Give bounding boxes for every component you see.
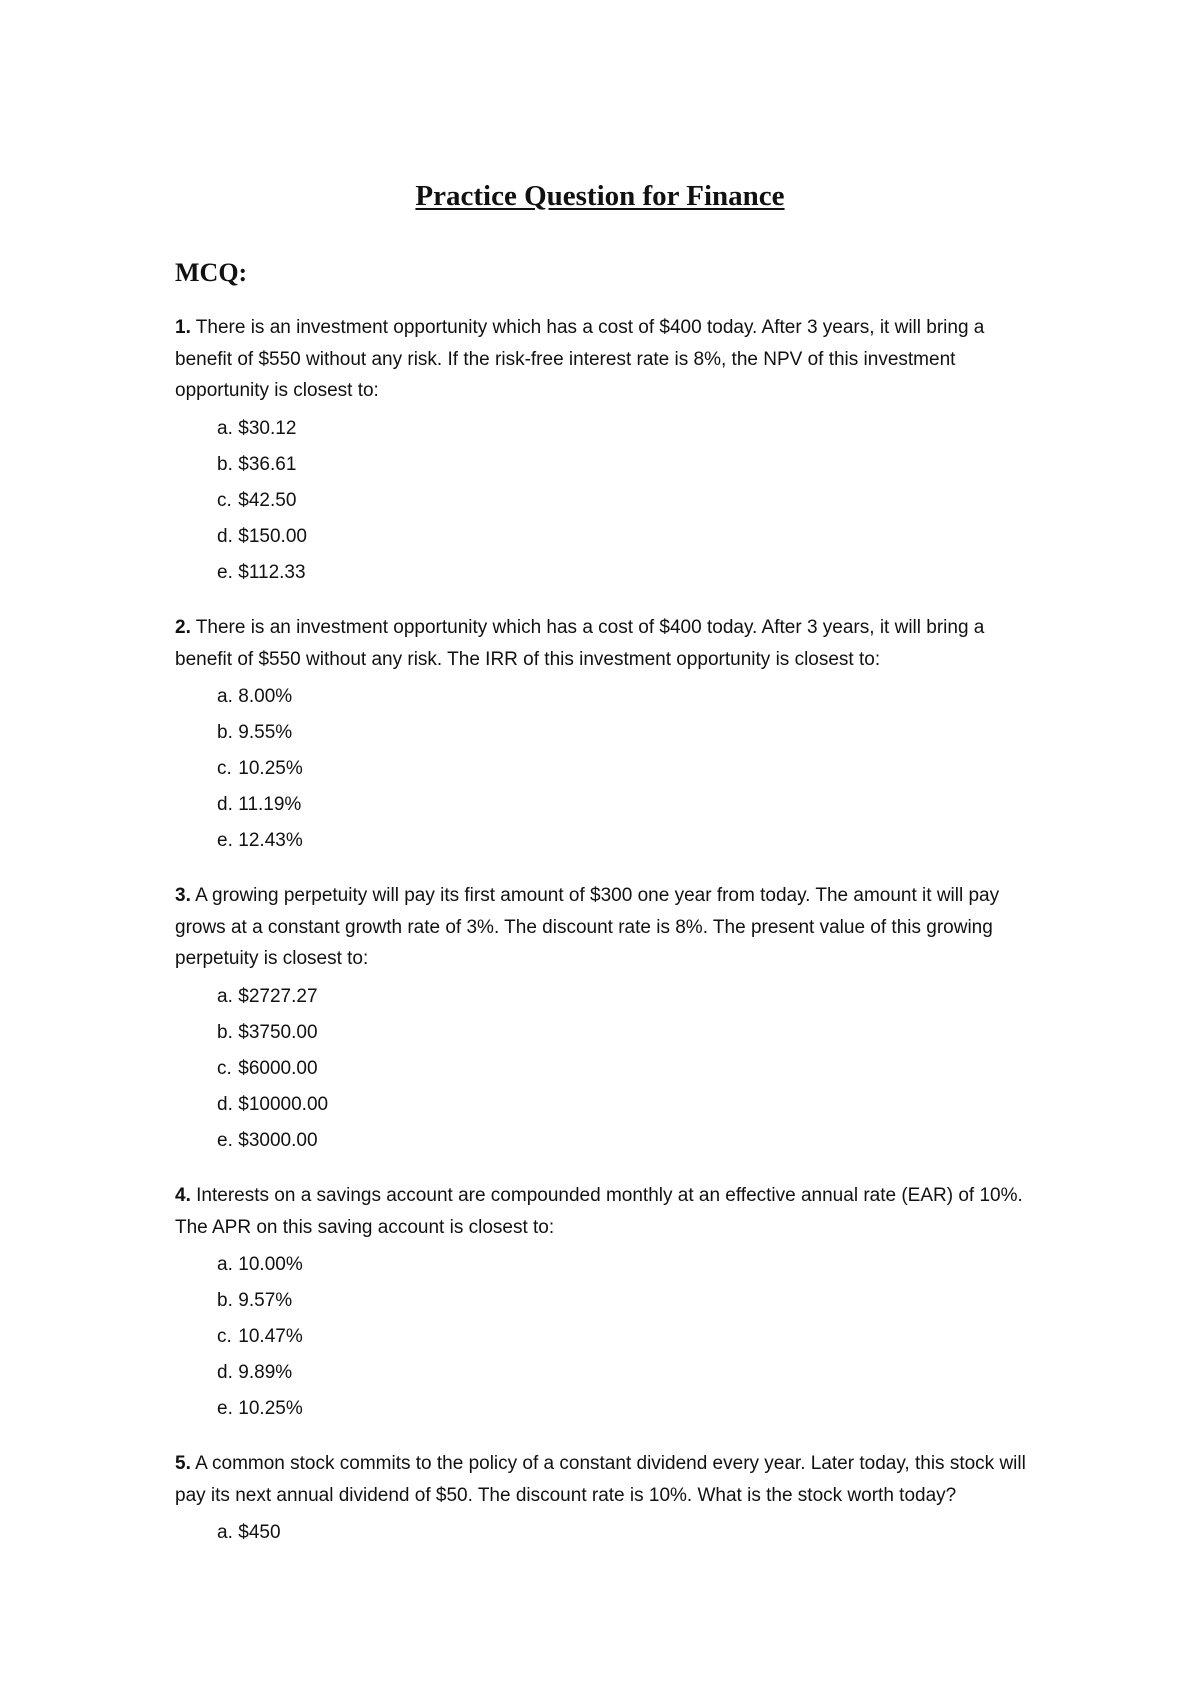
option-value: $3750.00 [238,1021,318,1043]
option-d [217,519,1035,555]
option-c [217,483,1035,519]
option-a [217,979,1035,1015]
question-body: Interests on a savings account are compounded monthly at an effective annual rate (EAR) of 10%. The APR on this saving account is closest to: [175,1185,1023,1238]
question-3 [175,880,1035,1159]
question-text [175,312,1035,407]
option-c [217,1319,1035,1355]
option-letter: d. [217,525,233,547]
option-letter: d. [217,1093,233,1115]
option-value: 9.55% [238,722,293,743]
option-letter: a. [217,1522,233,1543]
question-text [175,880,1035,975]
option-letter: e. [217,1129,233,1151]
option-letter: b. [217,453,233,475]
question-text [175,1448,1035,1511]
option-a [217,411,1035,447]
option-value: 10.00% [238,1254,303,1275]
option-letter: e. [217,561,233,583]
option-a [217,1247,1035,1283]
option-value: $450 [238,1522,281,1543]
question-1 [175,312,1035,591]
option-a [217,1515,1035,1551]
option-b [217,1015,1035,1051]
option-e [217,1391,1035,1427]
option-a [217,679,1035,715]
section-heading-mcq: MCQ: [175,258,248,287]
option-c [217,1051,1035,1087]
question-body: There is an investment opportunity which has a cost of $400 today. After 3 years, it will bring a benefit of $550 without any risk. If the risk-free interest rate is 8%, the NPV of this investment opportunity is closest to: [175,317,985,401]
option-b [217,715,1035,751]
option-letter: b. [217,1021,233,1043]
option-letter: c. [217,1057,232,1079]
option-value: $6000.00 [238,1057,318,1079]
question-number: 3. [175,885,191,906]
question-text [175,612,1035,675]
option-value: 9.89% [238,1362,293,1383]
option-letter: a. [217,417,233,439]
option-e [217,823,1035,859]
option-letter: a. [217,985,233,1007]
option-letter: a. [217,1254,233,1275]
option-letter: b. [217,722,233,743]
option-letter: d. [217,1362,233,1383]
option-letter: a. [217,686,233,707]
option-b [217,1283,1035,1319]
option-letter: e. [217,830,233,851]
question-number: 2. [175,617,191,638]
document-title: Practice Question for Finance [415,180,785,212]
option-letter: b. [217,1290,233,1311]
option-value: $30.12 [238,417,297,439]
option-value: $3000.00 [238,1129,318,1151]
option-value: $150.00 [238,525,307,547]
option-list [175,679,1035,859]
option-b [217,447,1035,483]
question-4 [175,1180,1035,1427]
option-value: $10000.00 [238,1093,329,1115]
option-value: 8.00% [238,686,293,707]
option-value: 10.25% [238,1398,303,1419]
option-list [175,411,1035,591]
option-letter: d. [217,794,233,815]
option-list [175,1515,1035,1551]
option-value: 9.57% [238,1290,293,1311]
option-value: $36.61 [238,453,297,475]
option-letter: c. [217,758,232,779]
option-value: $112.33 [238,561,306,583]
question-body: There is an investment opportunity which has a cost of $400 today. After 3 years, it will bring a benefit of $550 without any risk. The IRR of this investment opportunity is closest to: [175,617,985,670]
option-letter: c. [217,1326,232,1347]
option-c [217,751,1035,787]
question-number: 1. [175,317,191,338]
option-e [217,555,1035,591]
question-number: 4. [175,1185,191,1206]
question-body: A growing perpetuity will pay its first amount of $300 one year from today. The amount it will pay grows at a constant growth rate of 3%. The discount rate is 8%. The present value of this growing perpetuity is closest to: [175,885,1000,969]
option-value: 10.47% [238,1326,303,1347]
option-letter: c. [217,489,232,511]
question-body: A common stock commits to the policy of a constant dividend every year. Later today, this stock will pay its next annual dividend of $50. The discount rate is 10%. What is the stock worth today? [175,1453,1026,1506]
option-value: 10.25% [238,758,303,779]
option-d [217,1355,1035,1391]
question-2 [175,612,1035,859]
option-value: 12.43% [238,830,303,851]
option-d [217,1087,1035,1123]
option-list [175,979,1035,1159]
option-value: $2727.27 [238,985,318,1007]
option-d [217,787,1035,823]
option-value: 11.19% [238,794,302,815]
option-letter: e. [217,1398,233,1419]
option-list [175,1247,1035,1427]
question-5 [175,1448,1035,1551]
option-value: $42.50 [238,489,297,511]
question-text [175,1180,1035,1243]
option-e [217,1123,1035,1159]
question-number: 5. [175,1453,191,1474]
